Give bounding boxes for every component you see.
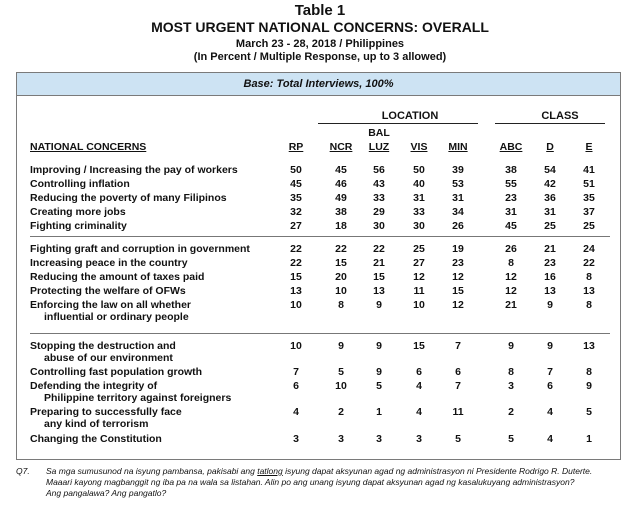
footnote-line-1-start: Sa mga sumusunod na isyung pambansa, pakisabi ang [46, 466, 258, 476]
value-cell: 5 [376, 380, 382, 392]
value-cell: 33 [413, 206, 425, 218]
value-cell: 9 [547, 299, 553, 311]
concern-label: Creating more jobs [30, 206, 126, 218]
value-cell: 49 [335, 192, 347, 204]
value-cell: 2 [508, 406, 514, 418]
location-group-header: LOCATION [381, 110, 439, 122]
rp-column-header: RP [288, 141, 304, 153]
ncr-column-header: NCR [329, 141, 353, 153]
value-cell: 7 [293, 366, 299, 378]
footnote-line-3: Ang pangalawa? Ang pangatlo? [46, 488, 167, 498]
value-cell: 30 [413, 220, 425, 232]
value-cell: 5 [338, 366, 344, 378]
concern-label: Fighting graft and corruption in government [30, 243, 250, 255]
value-cell: 16 [544, 271, 556, 283]
value-cell: 9 [547, 340, 553, 352]
value-cell: 31 [452, 192, 464, 204]
value-cell: 1 [586, 433, 592, 445]
value-cell: 43 [373, 178, 385, 190]
value-cell: 6 [293, 380, 299, 392]
value-cell: 6 [455, 366, 461, 378]
footnote-emphasis: tatlong [257, 466, 283, 476]
concern-label: Changing the Constitution [30, 433, 162, 445]
value-cell: 45 [290, 178, 302, 190]
value-cell: 10 [335, 285, 347, 297]
footnote-question-number: Q7. [16, 466, 30, 476]
value-cell: 35 [583, 192, 595, 204]
value-cell: 8 [586, 299, 592, 311]
value-cell: 13 [583, 340, 595, 352]
value-cell: 4 [547, 433, 553, 445]
concern-label: Reducing the amount of taxes paid [30, 271, 205, 283]
value-cell: 45 [335, 164, 347, 176]
base-banner: Base: Total Interviews, 100% [17, 73, 620, 96]
e-column-header: E [585, 141, 593, 153]
value-cell: 21 [373, 257, 385, 269]
footnote-line-1-end: isyung dapat aksyunan agad ng administrasyon ni Presidente Rodrigo R. Duterte. [282, 466, 593, 476]
concern-label: Protecting the welfare of OFWs [30, 285, 186, 297]
value-cell: 3 [508, 380, 514, 392]
value-cell: 40 [413, 178, 425, 190]
value-cell: 27 [413, 257, 425, 269]
value-cell: 13 [583, 285, 595, 297]
value-cell: 26 [505, 243, 517, 255]
group-separator-2 [30, 333, 610, 334]
value-cell: 7 [547, 366, 553, 378]
value-cell: 46 [335, 178, 347, 190]
concerns-column-header: NATIONAL CONCERNS [30, 141, 147, 153]
value-cell: 6 [416, 366, 422, 378]
value-cell: 13 [290, 285, 302, 297]
value-cell: 50 [413, 164, 425, 176]
concern-label: Fighting criminality [30, 220, 127, 232]
value-cell: 29 [373, 206, 385, 218]
value-cell: 51 [583, 178, 595, 190]
concern-label: Controlling inflation [30, 178, 130, 190]
value-cell: 25 [544, 220, 556, 232]
value-cell: 21 [505, 299, 517, 311]
value-cell: 4 [293, 406, 299, 418]
value-cell: 34 [452, 206, 464, 218]
value-cell: 8 [508, 366, 514, 378]
concern-label-continued: Philippine territory against foreigners [44, 392, 232, 404]
value-cell: 21 [544, 243, 556, 255]
value-cell: 50 [290, 164, 302, 176]
bal-header-top: BAL [368, 127, 390, 139]
value-cell: 33 [373, 192, 385, 204]
value-cell: 3 [293, 433, 299, 445]
concern-label: Controlling fast population growth [30, 366, 203, 378]
value-cell: 18 [335, 220, 347, 232]
value-cell: 7 [455, 340, 461, 352]
value-cell: 4 [416, 406, 422, 418]
value-cell: 15 [452, 285, 464, 297]
value-cell: 8 [508, 257, 514, 269]
value-cell: 5 [455, 433, 461, 445]
value-cell: 25 [583, 220, 595, 232]
value-cell: 6 [547, 380, 553, 392]
abc-column-header: ABC [499, 141, 523, 153]
footnote-line-2: Maaari kayong magbanggit ng iba pa na wala sa listahan. Alin po ang unang isyung dapat aksyunan agad ng kasalukuyang administrasyon? [46, 477, 575, 487]
location-group-rule [318, 123, 478, 124]
value-cell: 10 [335, 380, 347, 392]
class-group-header: CLASS [541, 110, 579, 122]
value-cell: 15 [373, 271, 385, 283]
concern-label: Improving / Increasing the pay of workers [30, 164, 238, 176]
value-cell: 4 [547, 406, 553, 418]
d-column-header: D [546, 141, 554, 153]
concern-label: Defending the integrity of [30, 380, 158, 392]
value-cell: 23 [544, 257, 556, 269]
value-cell: 38 [335, 206, 347, 218]
survey-date: March 23 - 28, 2018 / Philippines [235, 38, 405, 50]
value-cell: 9 [376, 340, 382, 352]
value-cell: 15 [413, 340, 425, 352]
value-cell: 8 [586, 366, 592, 378]
value-cell: 32 [290, 206, 302, 218]
value-cell: 1 [376, 406, 382, 418]
value-cell: 45 [505, 220, 517, 232]
value-cell: 53 [452, 178, 464, 190]
concern-label-continued: influential or ordinary people [44, 311, 189, 323]
value-cell: 25 [413, 243, 425, 255]
value-cell: 3 [338, 433, 344, 445]
value-cell: 8 [338, 299, 344, 311]
footnote-line-1 [46, 466, 592, 477]
value-cell: 5 [586, 406, 592, 418]
value-cell: 19 [452, 243, 464, 255]
value-cell: 13 [544, 285, 556, 297]
value-cell: 3 [376, 433, 382, 445]
value-cell: 10 [290, 340, 302, 352]
value-cell: 26 [452, 220, 464, 232]
value-cell: 38 [505, 164, 517, 176]
concern-label: Stopping the destruction and [30, 340, 176, 352]
value-cell: 23 [452, 257, 464, 269]
value-cell: 9 [376, 366, 382, 378]
value-cell: 12 [505, 271, 517, 283]
value-cell: 9 [508, 340, 514, 352]
value-cell: 31 [413, 192, 425, 204]
response-note: (In Percent / Multiple Response, up to 3 allowed) [193, 51, 447, 63]
value-cell: 12 [413, 271, 425, 283]
value-cell: 22 [583, 257, 595, 269]
value-cell: 13 [373, 285, 385, 297]
value-cell: 56 [373, 164, 385, 176]
value-cell: 15 [335, 257, 347, 269]
table-number: Table 1 [294, 2, 346, 19]
value-cell: 54 [544, 164, 556, 176]
value-cell: 11 [413, 285, 425, 297]
value-cell: 22 [335, 243, 347, 255]
group-separator-1 [30, 236, 610, 237]
value-cell: 22 [290, 257, 302, 269]
class-group-rule [495, 123, 605, 124]
value-cell: 11 [452, 406, 464, 418]
value-cell: 22 [290, 243, 302, 255]
value-cell: 39 [452, 164, 464, 176]
value-cell: 7 [455, 380, 461, 392]
value-cell: 10 [290, 299, 302, 311]
value-cell: 36 [544, 192, 556, 204]
value-cell: 31 [505, 206, 517, 218]
value-cell: 37 [583, 206, 595, 218]
concern-label-continued: abuse of our environment [44, 352, 173, 364]
value-cell: 5 [508, 433, 514, 445]
table-title: MOST URGENT NATIONAL CONCERNS: OVERALL [151, 19, 489, 35]
value-cell: 8 [586, 271, 592, 283]
value-cell: 10 [413, 299, 425, 311]
value-cell: 55 [505, 178, 517, 190]
luz-column-header: LUZ [368, 141, 390, 153]
value-cell: 9 [376, 299, 382, 311]
value-cell: 9 [338, 340, 344, 352]
value-cell: 27 [290, 220, 302, 232]
value-cell: 31 [544, 206, 556, 218]
value-cell: 20 [335, 271, 347, 283]
value-cell: 12 [452, 271, 464, 283]
concern-label: Reducing the poverty of many Filipinos [30, 192, 227, 204]
value-cell: 12 [452, 299, 464, 311]
value-cell: 35 [290, 192, 302, 204]
value-cell: 22 [373, 243, 385, 255]
concern-label: Enforcing the law on all whether [30, 299, 192, 311]
value-cell: 3 [416, 433, 422, 445]
value-cell: 23 [505, 192, 517, 204]
value-cell: 41 [583, 164, 595, 176]
min-column-header: MIN [448, 141, 468, 153]
value-cell: 9 [586, 380, 592, 392]
vis-column-header: VIS [410, 141, 428, 153]
value-cell: 2 [338, 406, 344, 418]
value-cell: 12 [505, 285, 517, 297]
value-cell: 24 [583, 243, 595, 255]
concern-label: Increasing peace in the country [30, 257, 188, 269]
value-cell: 4 [416, 380, 422, 392]
concern-label-continued: any kind of terrorism [44, 418, 149, 430]
concern-label: Preparing to successfully face [30, 406, 182, 418]
value-cell: 30 [373, 220, 385, 232]
value-cell: 42 [544, 178, 556, 190]
value-cell: 15 [290, 271, 302, 283]
